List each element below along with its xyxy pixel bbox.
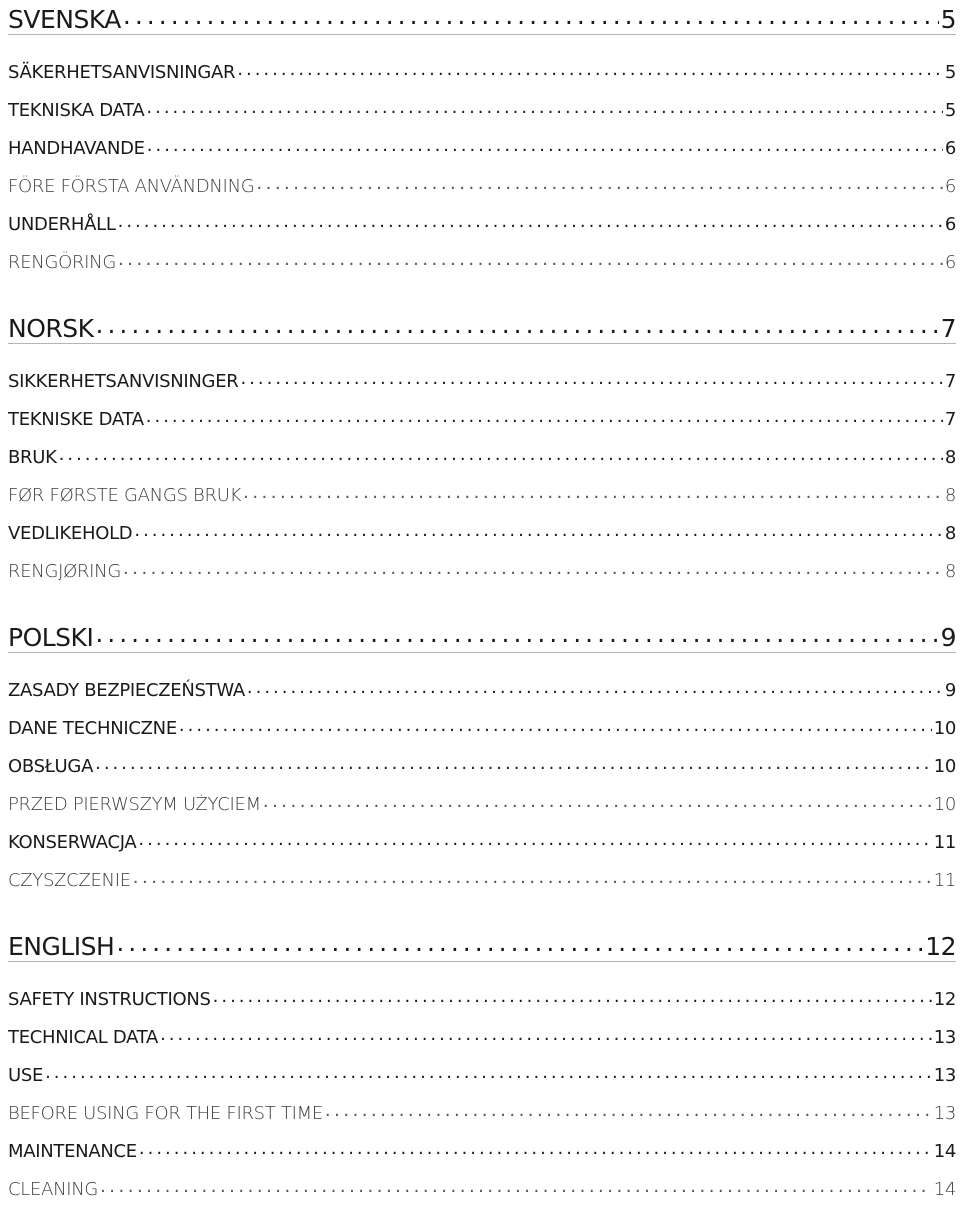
entry-label: SIKKERHETSANVISNINGER — [8, 371, 239, 392]
dot-leader — [243, 484, 943, 506]
dot-leader — [247, 679, 943, 701]
entry-page-number: 6 — [944, 138, 956, 159]
dot-leader — [325, 1102, 932, 1124]
toc-entry[interactable] — [8, 777, 956, 815]
dot-leader — [96, 312, 939, 343]
entry-page-number: 8 — [944, 523, 956, 544]
section-title: ENGLISH — [8, 932, 115, 961]
entry-label: MAINTENANCE — [8, 1141, 137, 1162]
toc-entry[interactable] — [8, 739, 956, 777]
section-page-number: 7 — [940, 314, 956, 343]
entry-label: KONSERWACJA — [8, 832, 137, 853]
entry-label: BRUK — [8, 447, 57, 468]
toc-section-heading[interactable] — [8, 309, 956, 344]
entry-label: OBSŁUGA — [8, 756, 94, 777]
entry-page-number: 6 — [944, 176, 956, 197]
entry-page-number: 14 — [933, 1141, 956, 1162]
entry-page-number: 8 — [944, 447, 956, 468]
entry-page-number: 10 — [933, 718, 956, 739]
section-title: SVENSKA — [8, 5, 121, 34]
toc-entry[interactable] — [8, 663, 956, 701]
entry-label: CZYSZCZENIE — [8, 870, 131, 891]
entry-page-number: 13 — [933, 1027, 956, 1048]
dot-leader — [118, 213, 943, 235]
toc-section-norsk — [8, 309, 956, 582]
entry-label: RENGJØRING — [8, 561, 121, 582]
entry-label: ZASADY BEZPIECZEŃSTWA — [8, 680, 245, 701]
toc-entry[interactable] — [8, 1086, 956, 1124]
dot-leader — [256, 175, 942, 197]
entry-label: SÄKERHETSANVISNINGAR — [8, 62, 236, 83]
entry-label: HANDHAVANDE — [8, 138, 145, 159]
toc-entry[interactable] — [8, 1124, 956, 1162]
section-title: NORSK — [8, 314, 94, 343]
entry-page-number: 9 — [944, 680, 956, 701]
dot-leader — [95, 755, 932, 777]
toc-entry[interactable] — [8, 506, 956, 544]
entry-page-number: 10 — [933, 756, 956, 777]
dot-leader — [139, 1140, 932, 1162]
entry-page-number: 6 — [944, 214, 956, 235]
entry-page-number: 13 — [933, 1103, 956, 1124]
toc-entry[interactable] — [8, 159, 956, 197]
dot-leader — [116, 930, 923, 961]
dot-leader — [160, 1026, 932, 1048]
entry-label: DANE TECHNICZNE — [8, 718, 177, 739]
toc-entry[interactable] — [8, 354, 956, 392]
dot-leader — [240, 370, 942, 392]
entry-page-number: 8 — [944, 561, 956, 582]
table-of-contents — [8, 0, 956, 1200]
toc-entry[interactable] — [8, 121, 956, 159]
section-page-number: 12 — [925, 932, 956, 961]
dot-leader — [123, 3, 939, 34]
toc-entry[interactable] — [8, 544, 956, 582]
toc-entry[interactable] — [8, 701, 956, 739]
toc-entry[interactable] — [8, 1048, 956, 1086]
section-title: POLSKI — [8, 623, 94, 652]
entry-page-number: 10 — [933, 794, 956, 815]
section-page-number: 9 — [940, 623, 956, 652]
toc-entry[interactable] — [8, 235, 956, 273]
dot-leader — [118, 251, 943, 273]
entry-label: UNDERHÅLL — [8, 214, 116, 235]
toc-section-polski — [8, 618, 956, 891]
entry-label: TECHNICAL DATA — [8, 1027, 159, 1048]
toc-entry[interactable] — [8, 815, 956, 853]
entry-label: SAFETY INSTRUCTIONS — [8, 989, 211, 1010]
toc-entry[interactable] — [8, 853, 956, 891]
entry-page-number: 7 — [944, 371, 956, 392]
dot-leader — [133, 869, 932, 891]
entry-label: TEKNISKE DATA — [8, 409, 144, 430]
entry-label: PRZED PIERWSZYM UŻYCIEM — [8, 794, 261, 815]
toc-section-heading[interactable] — [8, 0, 956, 35]
entry-page-number: 5 — [944, 100, 956, 121]
entry-label: BEFORE USING FOR THE FIRST TIME — [8, 1103, 323, 1124]
toc-entry[interactable] — [8, 430, 956, 468]
entry-page-number: 13 — [933, 1065, 956, 1086]
entry-page-number: 11 — [933, 832, 956, 853]
dot-leader — [100, 1178, 932, 1200]
dot-leader — [147, 137, 943, 159]
toc-entry[interactable] — [8, 45, 956, 83]
dot-leader — [146, 99, 942, 121]
dot-leader — [59, 446, 943, 468]
toc-entry[interactable] — [8, 1010, 956, 1048]
entry-label: CLEANING — [8, 1179, 99, 1200]
dot-leader — [146, 408, 943, 430]
entry-page-number: 11 — [933, 870, 956, 891]
entry-label: RENGÖRING — [8, 252, 116, 273]
entry-label: FØR FØRSTE GANGS BRUK — [8, 485, 242, 506]
dot-leader — [134, 522, 942, 544]
entry-page-number: 14 — [933, 1179, 956, 1200]
toc-section-english — [8, 927, 956, 1200]
entry-page-number: 5 — [944, 62, 956, 83]
dot-leader — [45, 1064, 932, 1086]
toc-section-heading[interactable] — [8, 618, 956, 653]
entry-page-number: 7 — [944, 409, 956, 430]
entry-label: USE — [8, 1065, 44, 1086]
dot-leader — [263, 793, 932, 815]
entry-page-number: 8 — [944, 485, 956, 506]
entry-label: TEKNISKA DATA — [8, 100, 145, 121]
section-page-number: 5 — [940, 5, 956, 34]
toc-entry[interactable] — [8, 83, 956, 121]
toc-entry[interactable] — [8, 392, 956, 430]
dot-leader — [123, 560, 943, 582]
entry-label: FÖRE FÖRSTA ANVÄNDNING — [8, 176, 255, 197]
entry-page-number: 6 — [944, 252, 956, 273]
toc-entry[interactable] — [8, 972, 956, 1010]
dot-leader — [213, 988, 932, 1010]
toc-section-svenska — [8, 0, 956, 273]
dot-leader — [138, 831, 931, 853]
toc-entry[interactable] — [8, 1162, 956, 1200]
toc-entry[interactable] — [8, 468, 956, 506]
dot-leader — [95, 621, 938, 652]
toc-section-heading[interactable] — [8, 927, 956, 962]
dot-leader — [237, 61, 943, 83]
entry-label: VEDLIKEHOLD — [8, 523, 133, 544]
dot-leader — [179, 717, 932, 739]
entry-page-number: 12 — [933, 989, 956, 1010]
toc-entry[interactable] — [8, 197, 956, 235]
